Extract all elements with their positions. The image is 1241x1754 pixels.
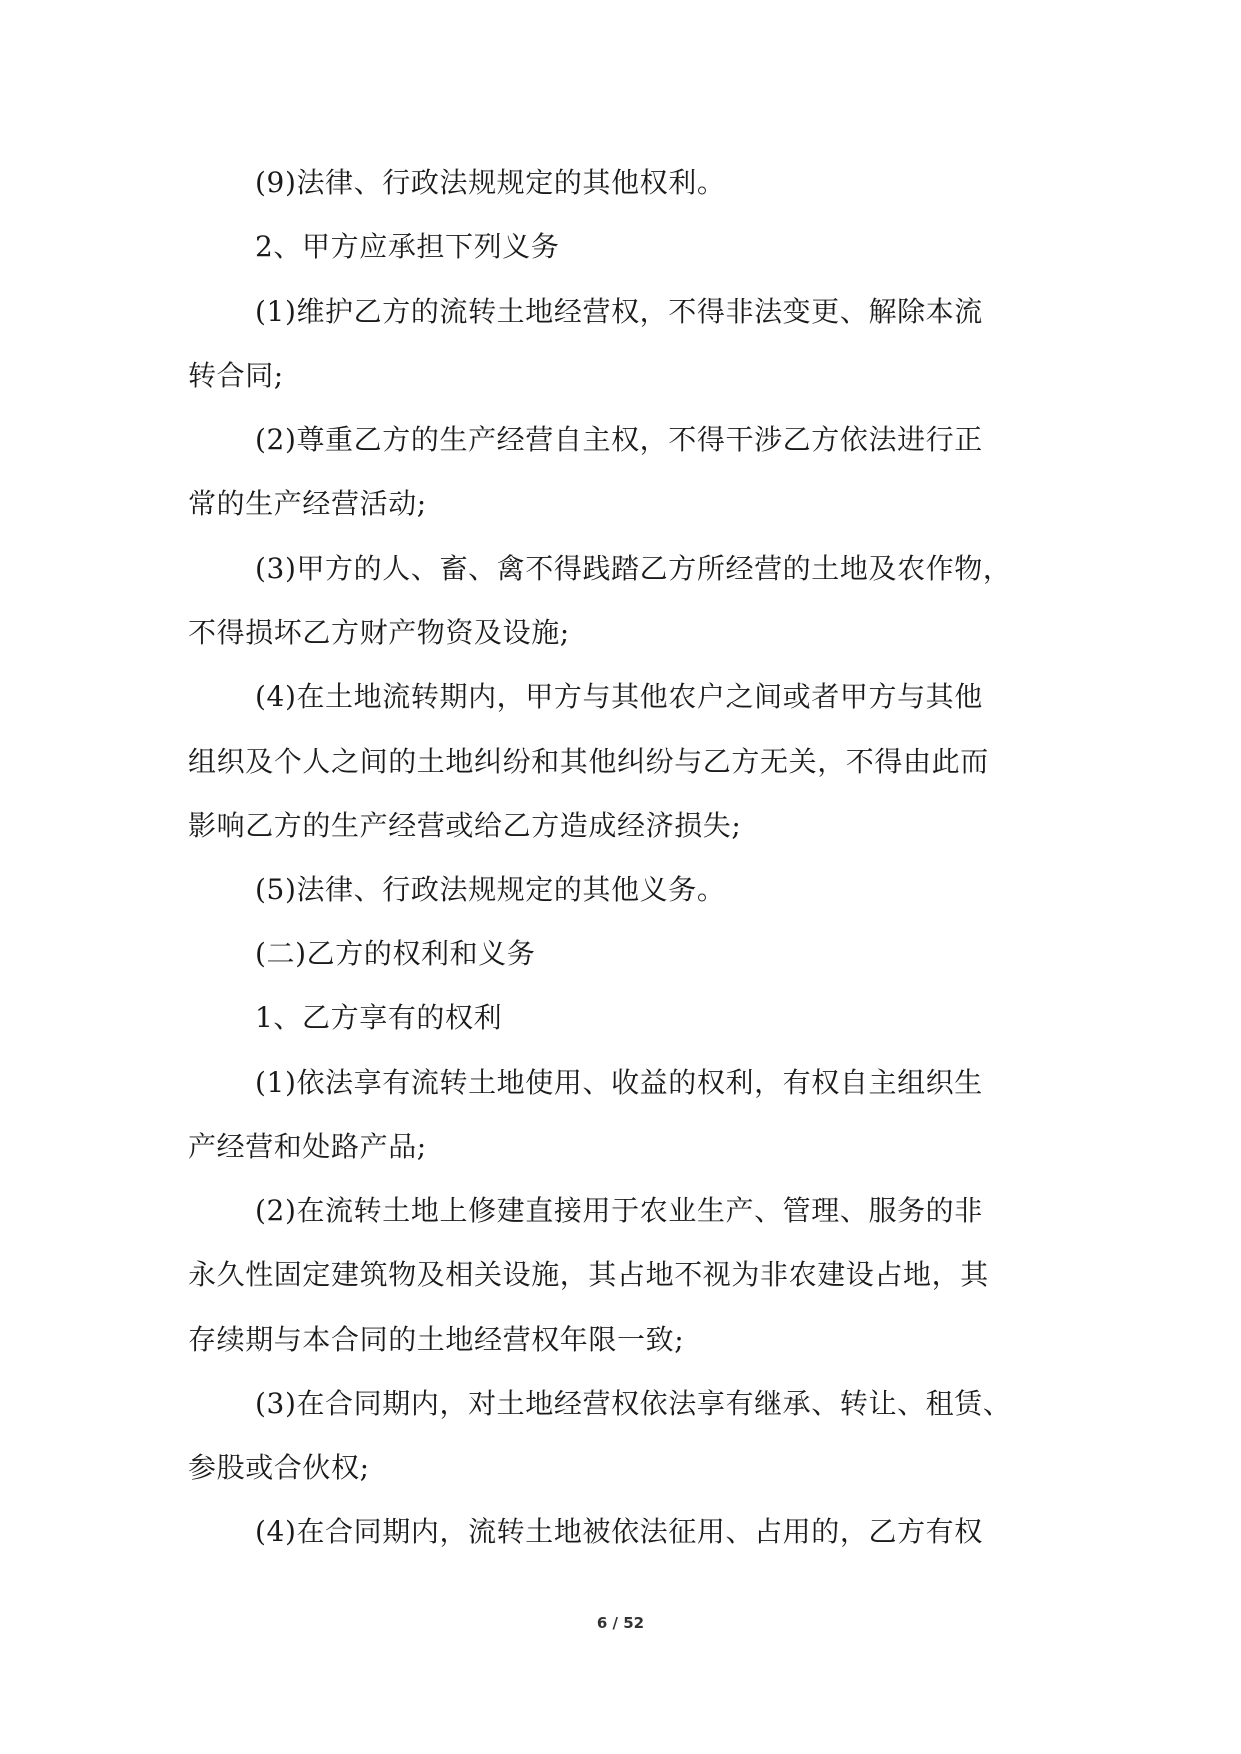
text-line: (4)在合同期内，流转土地被依法征用、占用的，乙方有权 <box>255 1515 983 1548</box>
text-line: 组织及个人之间的土地纠纷和其他纠纷与乙方无关，不得由此而 <box>188 745 989 778</box>
text-line: (1)维护乙方的流转土地经营权，不得非法变更、解除本流 <box>255 295 983 328</box>
text-line: 常的生产经营活动; <box>188 487 427 520</box>
text-line: 参股或合伙权; <box>188 1451 370 1484</box>
text-line: (3)甲方的人、畜、禽不得践踏乙方所经营的土地及农作物， <box>255 552 1012 585</box>
text-line: 永久性固定建筑物及相关设施，其占地不视为非农建设占地，其 <box>188 1258 989 1291</box>
text-line: (4)在土地流转期内，甲方与其他农户之间或者甲方与其他 <box>255 680 983 713</box>
text-line: (1)依法享有流转土地使用、收益的权利，有权自主组织生 <box>255 1066 983 1099</box>
page-number: 6 / 52 <box>596 1614 645 1632</box>
text-line: 1、乙方享有的权利 <box>255 1001 503 1034</box>
text-line: 存续期与本合同的土地经营权年限一致; <box>188 1323 685 1356</box>
text-line: (9)法律、行政法规规定的其他权利。 <box>255 166 726 199</box>
text-line: 产经营和处路产品; <box>188 1130 427 1163</box>
text-line: (二)乙方的权利和义务 <box>255 937 536 970</box>
text-line: (3)在合同期内，对土地经营权依法享有继承、转让、租赁、 <box>255 1387 1012 1420</box>
text-line: 2、甲方应承担下列义务 <box>255 230 560 263</box>
text-line: 不得损坏乙方财产物资及设施; <box>188 616 570 649</box>
text-line: (2)尊重乙方的生产经营自主权，不得干涉乙方依法进行正 <box>255 423 983 456</box>
text-line: 转合同; <box>188 359 284 392</box>
text-line: (2)在流转土地上修建直接用于农业生产、管理、服务的非 <box>255 1194 983 1227</box>
text-line: 影响乙方的生产经营或给乙方造成经济损失; <box>188 809 742 842</box>
text-line: (5)法律、行政法规规定的其他义务。 <box>255 873 726 906</box>
